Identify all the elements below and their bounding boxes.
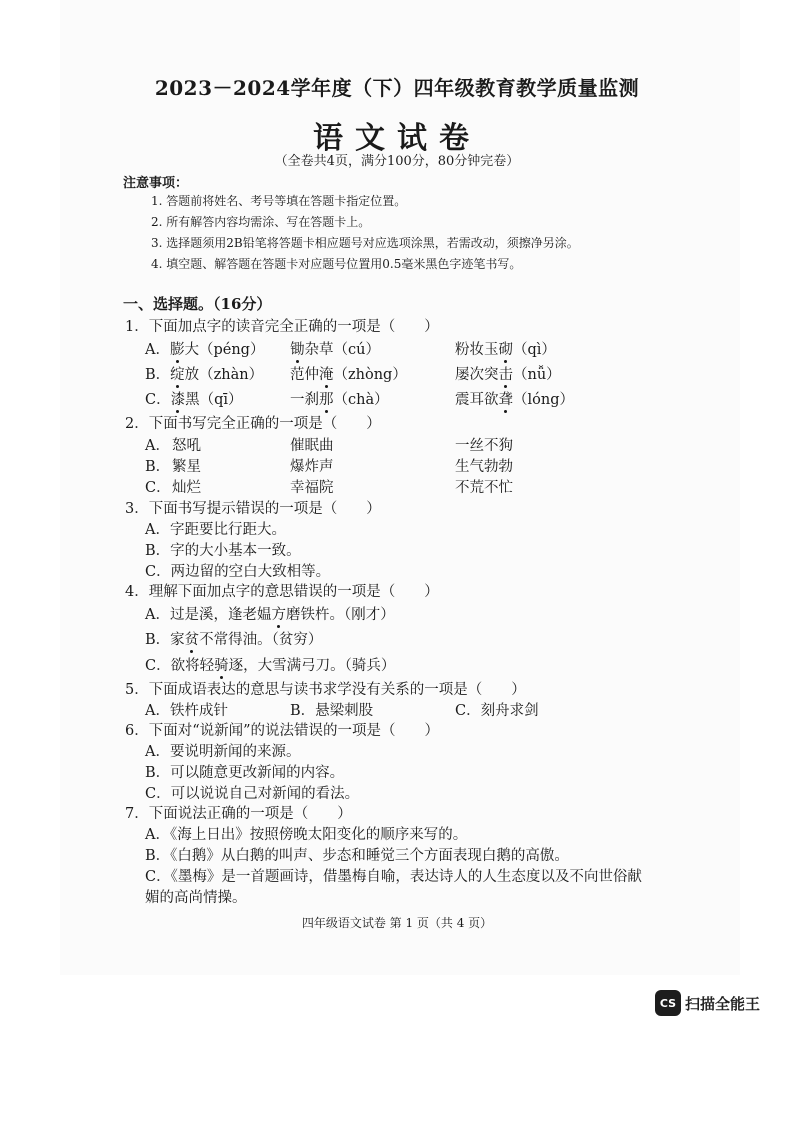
question-6-stem: 6．下面对“说新闻”的说法错误的一项是（ ） (125, 723, 440, 739)
q6-option-b: B．可以随意更改新闻的内容。 (145, 765, 345, 781)
exam-info: （全卷共4页，满分100分，80分钟完卷） (274, 154, 520, 169)
q5-option-b: B．悬梁刺股 (290, 703, 374, 719)
q7-option-c-continued: 媚的高尚情操。 (145, 890, 247, 906)
q2-option-a-label: A． (145, 438, 170, 454)
q7-option-b: B．《白鹅》从白鹅的叫声、步态和睡觉三个方面表现白鹅的高傲。 (145, 848, 569, 864)
question-5-stem: 5．下面成语表达的意思与读书求学没有关系的一项是（ ） (125, 682, 526, 698)
q4-option-b: B．家贫不常得油。（贫穷） (145, 632, 323, 648)
notice-item: 3. 选择题须用2B铅笔将答题卡相应题号对应选项涂黑，若需改动，须擦净另涂。 (151, 236, 579, 250)
q7-option-c: C．《墨梅》是一首题画诗，借墨梅自喻，表达诗人的人生态度以及不向世俗献 (145, 869, 642, 885)
scanner-label: 扫描全能王 (685, 994, 761, 1013)
q2-option-b-word3: 生气勃勃 (455, 459, 513, 475)
q1-option-b-col3: 屡次突击（nǚ） (455, 367, 561, 383)
question-1-stem: 1．下面加点字的读音完全正确的一项是（ ） (125, 319, 439, 335)
q2-option-a-word2: 催眠曲 (290, 438, 334, 454)
notice-item: 1. 答题前将姓名、考号等填在答题卡指定位置。 (151, 194, 407, 208)
q1-option-a-col2: 锄杂草（cú） (290, 342, 380, 358)
q3-option-c: C．两边留的空白大致相等。 (145, 564, 331, 580)
exam-title: 2023－2024学年度（下）四年级教育教学质量监测 (154, 76, 640, 100)
section-heading: 一、选择题。（16分） (123, 295, 272, 313)
q1-option-a-col3: 粉妆玉砌（qì） (455, 342, 556, 358)
q5-option-a: A．铁杵成针 (145, 703, 228, 719)
q6-option-c: C．可以说说自己对新闻的看法。 (145, 786, 360, 802)
q1-option-c-col2: 一刹那（chà） (290, 392, 389, 408)
q5-option-c: C．刻舟求剑 (455, 703, 539, 719)
q7-option-a: A．《海上日出》按照傍晚太阳变化的顺序来写的。 (145, 827, 468, 843)
question-3-stem: 3．下面书写提示错误的一项是（ ） (125, 501, 381, 517)
notice-heading: 注意事项： (123, 176, 189, 191)
q2-option-c-word2: 幸福院 (290, 480, 334, 496)
q1-option-c-col1: C．漆黑（qī） (145, 392, 243, 408)
q2-option-c-word1: 灿烂 (172, 480, 201, 496)
question-7-stem: 7．下面说法正确的一项是（ ） (125, 806, 352, 822)
scanner-watermark (655, 990, 760, 1016)
subject-title: 语文试卷 (313, 121, 481, 156)
q2-option-b-word1: 繁星 (172, 459, 201, 475)
question-2-stem: 2．下面书写完全正确的一项是（ ） (125, 416, 381, 432)
q3-option-a: A．字距要比行距大。 (145, 522, 286, 538)
notice-item: 4. 填空题、解答题在答题卡对应题号位置用0.5毫米黑色字迹笔书写。 (151, 257, 522, 271)
q2-option-a-word3: 一丝不狗 (455, 438, 513, 454)
q2-option-c-word3: 不荒不忙 (455, 480, 513, 496)
question-4-stem: 4．理解下面加点字的意思错误的一项是（ ） (125, 584, 439, 600)
q2-option-b-word2: 爆炸声 (290, 459, 334, 475)
q3-option-b: B．字的大小基本一致。 (145, 543, 301, 559)
q6-option-a: A．要说明新闻的来源。 (145, 744, 301, 760)
camscanner-icon: CS (655, 990, 681, 1016)
q2-option-c-label: C． (145, 480, 171, 496)
page-footer: 四年级语文试卷 第 1 页（共 4 页） (301, 916, 493, 930)
q2-option-b-label: B． (145, 459, 171, 475)
q1-option-b-col2: 范仲淹（zhòng） (290, 367, 407, 383)
notice-item: 2. 所有解答内容均需涂、写在答题卡上。 (151, 215, 371, 229)
q4-option-a: A．过是溪，逢老媪方磨铁杵。（刚才） (145, 607, 395, 623)
q4-option-c: C．欲将轻骑逐，大雪满弓刀。（骑兵） (145, 658, 396, 674)
q1-option-a-col1: A．膨大（péng） (145, 342, 265, 358)
q1-option-c-col3: 震耳欲聋（lóng） (455, 392, 574, 408)
q2-option-a-word1: 怒吼 (172, 438, 201, 454)
q1-option-b-col1: B．绽放（zhàn） (145, 367, 264, 383)
